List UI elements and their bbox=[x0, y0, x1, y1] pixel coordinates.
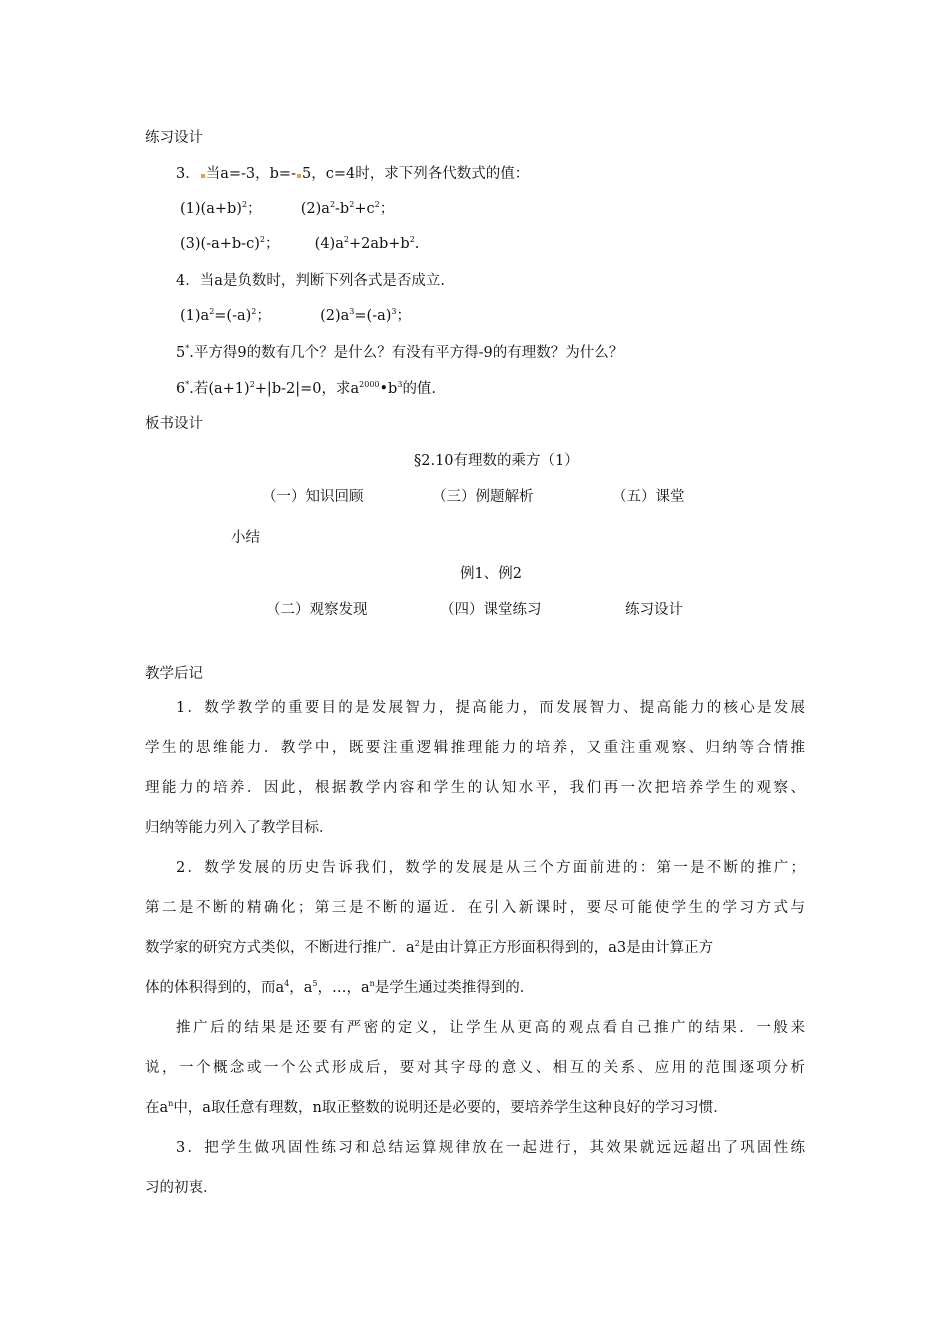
afterword-p2-line: 数学家的研究方式类似，不断进行推广．$a^2$是由计算正方形面积得到的，a3是由计算正方 bbox=[145, 939, 714, 956]
board-item-design: 练习设计 bbox=[625, 602, 683, 618]
question-6: 6*.若$(a+1)^2+|b-2|=0$，求$a^{2000}•b^3$的值. bbox=[176, 380, 437, 397]
afterword-p1-line: 学生的思维能力．教学中，既要注重逻辑推理能力的培养，又重注重观察、归纳等合情推 bbox=[145, 740, 805, 756]
board-item-summary: （五）课堂 bbox=[612, 489, 685, 505]
afterword-p2-line: 体的体积得到的，而$a^4$，$a^5$，…，$a^n$是学生通过类推得到的． bbox=[145, 979, 535, 996]
afterword-p4-line: 3．把学生做巩固性练习和总结运算规律放在一起进行，其效果就远远超出了巩固性练 bbox=[176, 1140, 805, 1156]
afterword-p4-line: 习的初衷． bbox=[145, 1180, 218, 1196]
afterword-p2-line: 第二是不断的精确化；第三是不断的逼近．在引入新课时，要尽可能使学生的学习方式与 bbox=[145, 900, 805, 916]
afterword-p3-line: 推广后的结果是还要有严密的定义，让学生从更高的观点看自己推广的结果．一般来 bbox=[176, 1020, 805, 1036]
afterword-p3-line: 说，一个概念或一个公式形成后，要对其字母的意义、相互的关系、应用的范围逐项分析 bbox=[145, 1060, 805, 1076]
board-item-summary-cont: 小结 bbox=[231, 530, 260, 546]
board-item-practice: （四）课堂练习 bbox=[440, 602, 542, 618]
afterword-p2-line: 2．数学发展的历史告诉我们，数学的发展是从三个方面前进的：第一是不断的推广； bbox=[176, 860, 805, 876]
question-3-items-row-1: $(1)(a+b)^2$； $(2)a^2-b^2+c^2$； bbox=[180, 200, 395, 217]
section-heading-afterword: 教学后记 bbox=[145, 666, 203, 682]
highlight-mark-icon bbox=[201, 174, 205, 178]
board-title: §2.10有理数的乘方（1） bbox=[414, 453, 579, 469]
question-4: 4．当a是负数时，判断下列各式是否成立. bbox=[176, 273, 445, 289]
section-heading-board: 板书设计 bbox=[145, 416, 203, 432]
question-5: 5*.平方得9的数有几个？是什么？有没有平方得-9的有理数？为什么？ bbox=[176, 344, 624, 361]
highlight-mark-icon bbox=[297, 174, 301, 178]
question-3-items-row-2: $(3)(-a+b-c)^2$； $(4)a^2+2ab+b^2$. bbox=[180, 235, 420, 252]
board-examples: 例1、例2 bbox=[460, 566, 522, 582]
question-4-items: $(1)a^2=(-a)^2$； $(2)a^3=(-a)^3$； bbox=[180, 307, 411, 324]
board-item-examples: （三）例题解析 bbox=[432, 489, 534, 505]
question-3: 3． 当a=-3，b=- 5，c=4时，求下列各代数式的值： bbox=[176, 166, 530, 182]
afterword-p3-line: 在$a^n$中，a取任意有理数，n取正整数的说明还是必要的，要培养学生这种良好的学习习惯． bbox=[145, 1099, 728, 1116]
section-heading-practice: 练习设计 bbox=[145, 130, 203, 146]
afterword-p1-line: 理能力的培养．因此，根据教学内容和学生的认知水平，我们再一次把培养学生的观察、 bbox=[145, 780, 805, 796]
board-item-observe: （二）观察发现 bbox=[266, 602, 368, 618]
board-item-review: （一）知识回顾 bbox=[262, 489, 364, 505]
afterword-p1-line: 1．数学教学的重要目的是发展智力，提高能力，而发展智力、提高能力的核心是发展 bbox=[176, 700, 805, 716]
afterword-p1-line: 归纳等能力列入了教学目标． bbox=[145, 820, 334, 836]
